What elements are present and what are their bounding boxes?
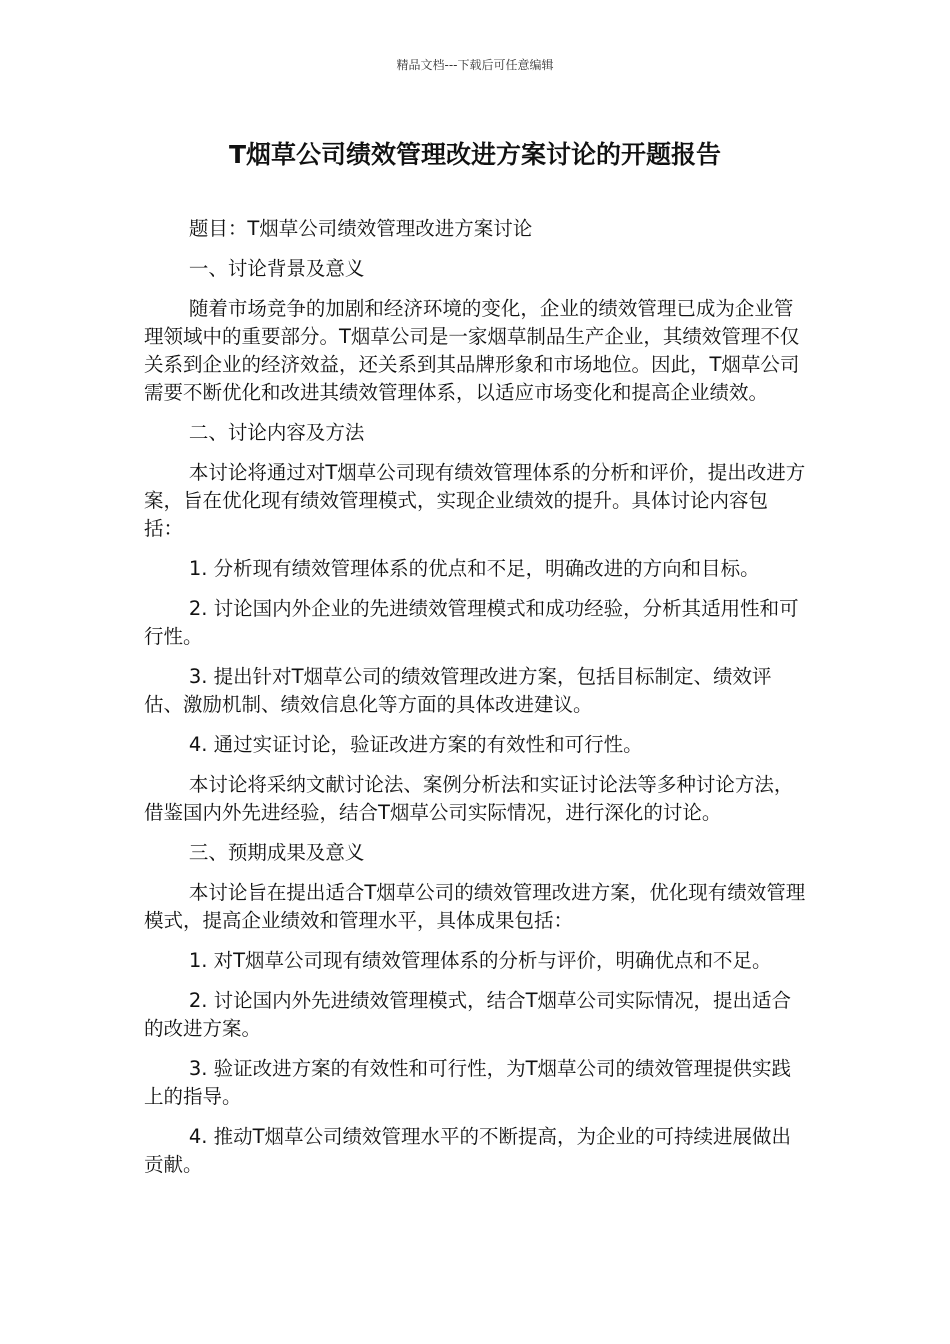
section-heading-background: 一、讨论背景及意义 bbox=[188, 257, 365, 280]
list-item: 3. 验证改进方案的有效性和可行性，为T烟草公司的绩效管理提供实践上的指导。 bbox=[144, 1057, 792, 1108]
section-heading-expected-results: 三、预期成果及意义 bbox=[188, 841, 365, 864]
document-body bbox=[144, 215, 806, 1191]
document-title: T烟草公司绩效管理改进方案讨论的开题报告 bbox=[228, 140, 722, 169]
paragraph-methods: 本讨论将采纳文献讨论法、案例分析法和实证讨论法等多种讨论方法，借鉴国内外先进经验，结合T烟草公司实际情况，进行深化的讨论。 bbox=[144, 773, 794, 824]
list-item: 1. 分析现有绩效管理体系的优点和不足，明确改进的方向和目标。 bbox=[188, 557, 760, 580]
topic-line: 题目：T烟草公司绩效管理改进方案讨论 bbox=[188, 217, 533, 240]
list-item: 1. 对T烟草公司现有绩效管理体系的分析与评价，明确优点和不足。 bbox=[188, 949, 772, 972]
paragraph-background: 随着市场竞争的加剧和经济环境的变化，企业的绩效管理已成为企业管理领域中的重要部分。T烟草公司是一家烟草制品生产企业，其绩效管理不仅关系到企业的经济效益，还关系到其品牌形象和市场地位。因此，T烟草公司需要不断优化和改进其绩效管理体系，以适应市场变化和提高企业绩效。 bbox=[144, 297, 800, 404]
paragraph-content-intro: 本讨论将通过对T烟草公司现有绩效管理体系的分析和评价，提出改进方案，旨在优化现有绩效管理模式，实现企业绩效的提升。具体讨论内容包括： bbox=[144, 461, 806, 540]
header-note: 精品文档---下载后可任意编辑 bbox=[396, 58, 554, 72]
list-item: 4. 通过实证讨论，验证改进方案的有效性和可行性。 bbox=[188, 733, 643, 756]
list-item: 4. 推动T烟草公司绩效管理水平的不断提高，为企业的可持续进展做出贡献。 bbox=[144, 1125, 792, 1176]
list-item: 2. 讨论国内外先进绩效管理模式，结合T烟草公司实际情况，提出适合的改进方案。 bbox=[144, 989, 792, 1040]
list-item: 3. 提出针对T烟草公司的绩效管理改进方案，包括目标制定、绩效评估、激励机制、绩效信息化等方面的具体改进建议。 bbox=[144, 665, 772, 716]
paragraph-results-intro: 本讨论旨在提出适合T烟草公司的绩效管理改进方案，优化现有绩效管理模式，提高企业绩效和管理水平，具体成果包括： bbox=[144, 881, 806, 932]
section-heading-content-methods: 二、讨论内容及方法 bbox=[188, 421, 365, 444]
list-item: 2. 讨论国内外企业的先进绩效管理模式和成功经验，分析其适用性和可行性。 bbox=[144, 597, 799, 648]
